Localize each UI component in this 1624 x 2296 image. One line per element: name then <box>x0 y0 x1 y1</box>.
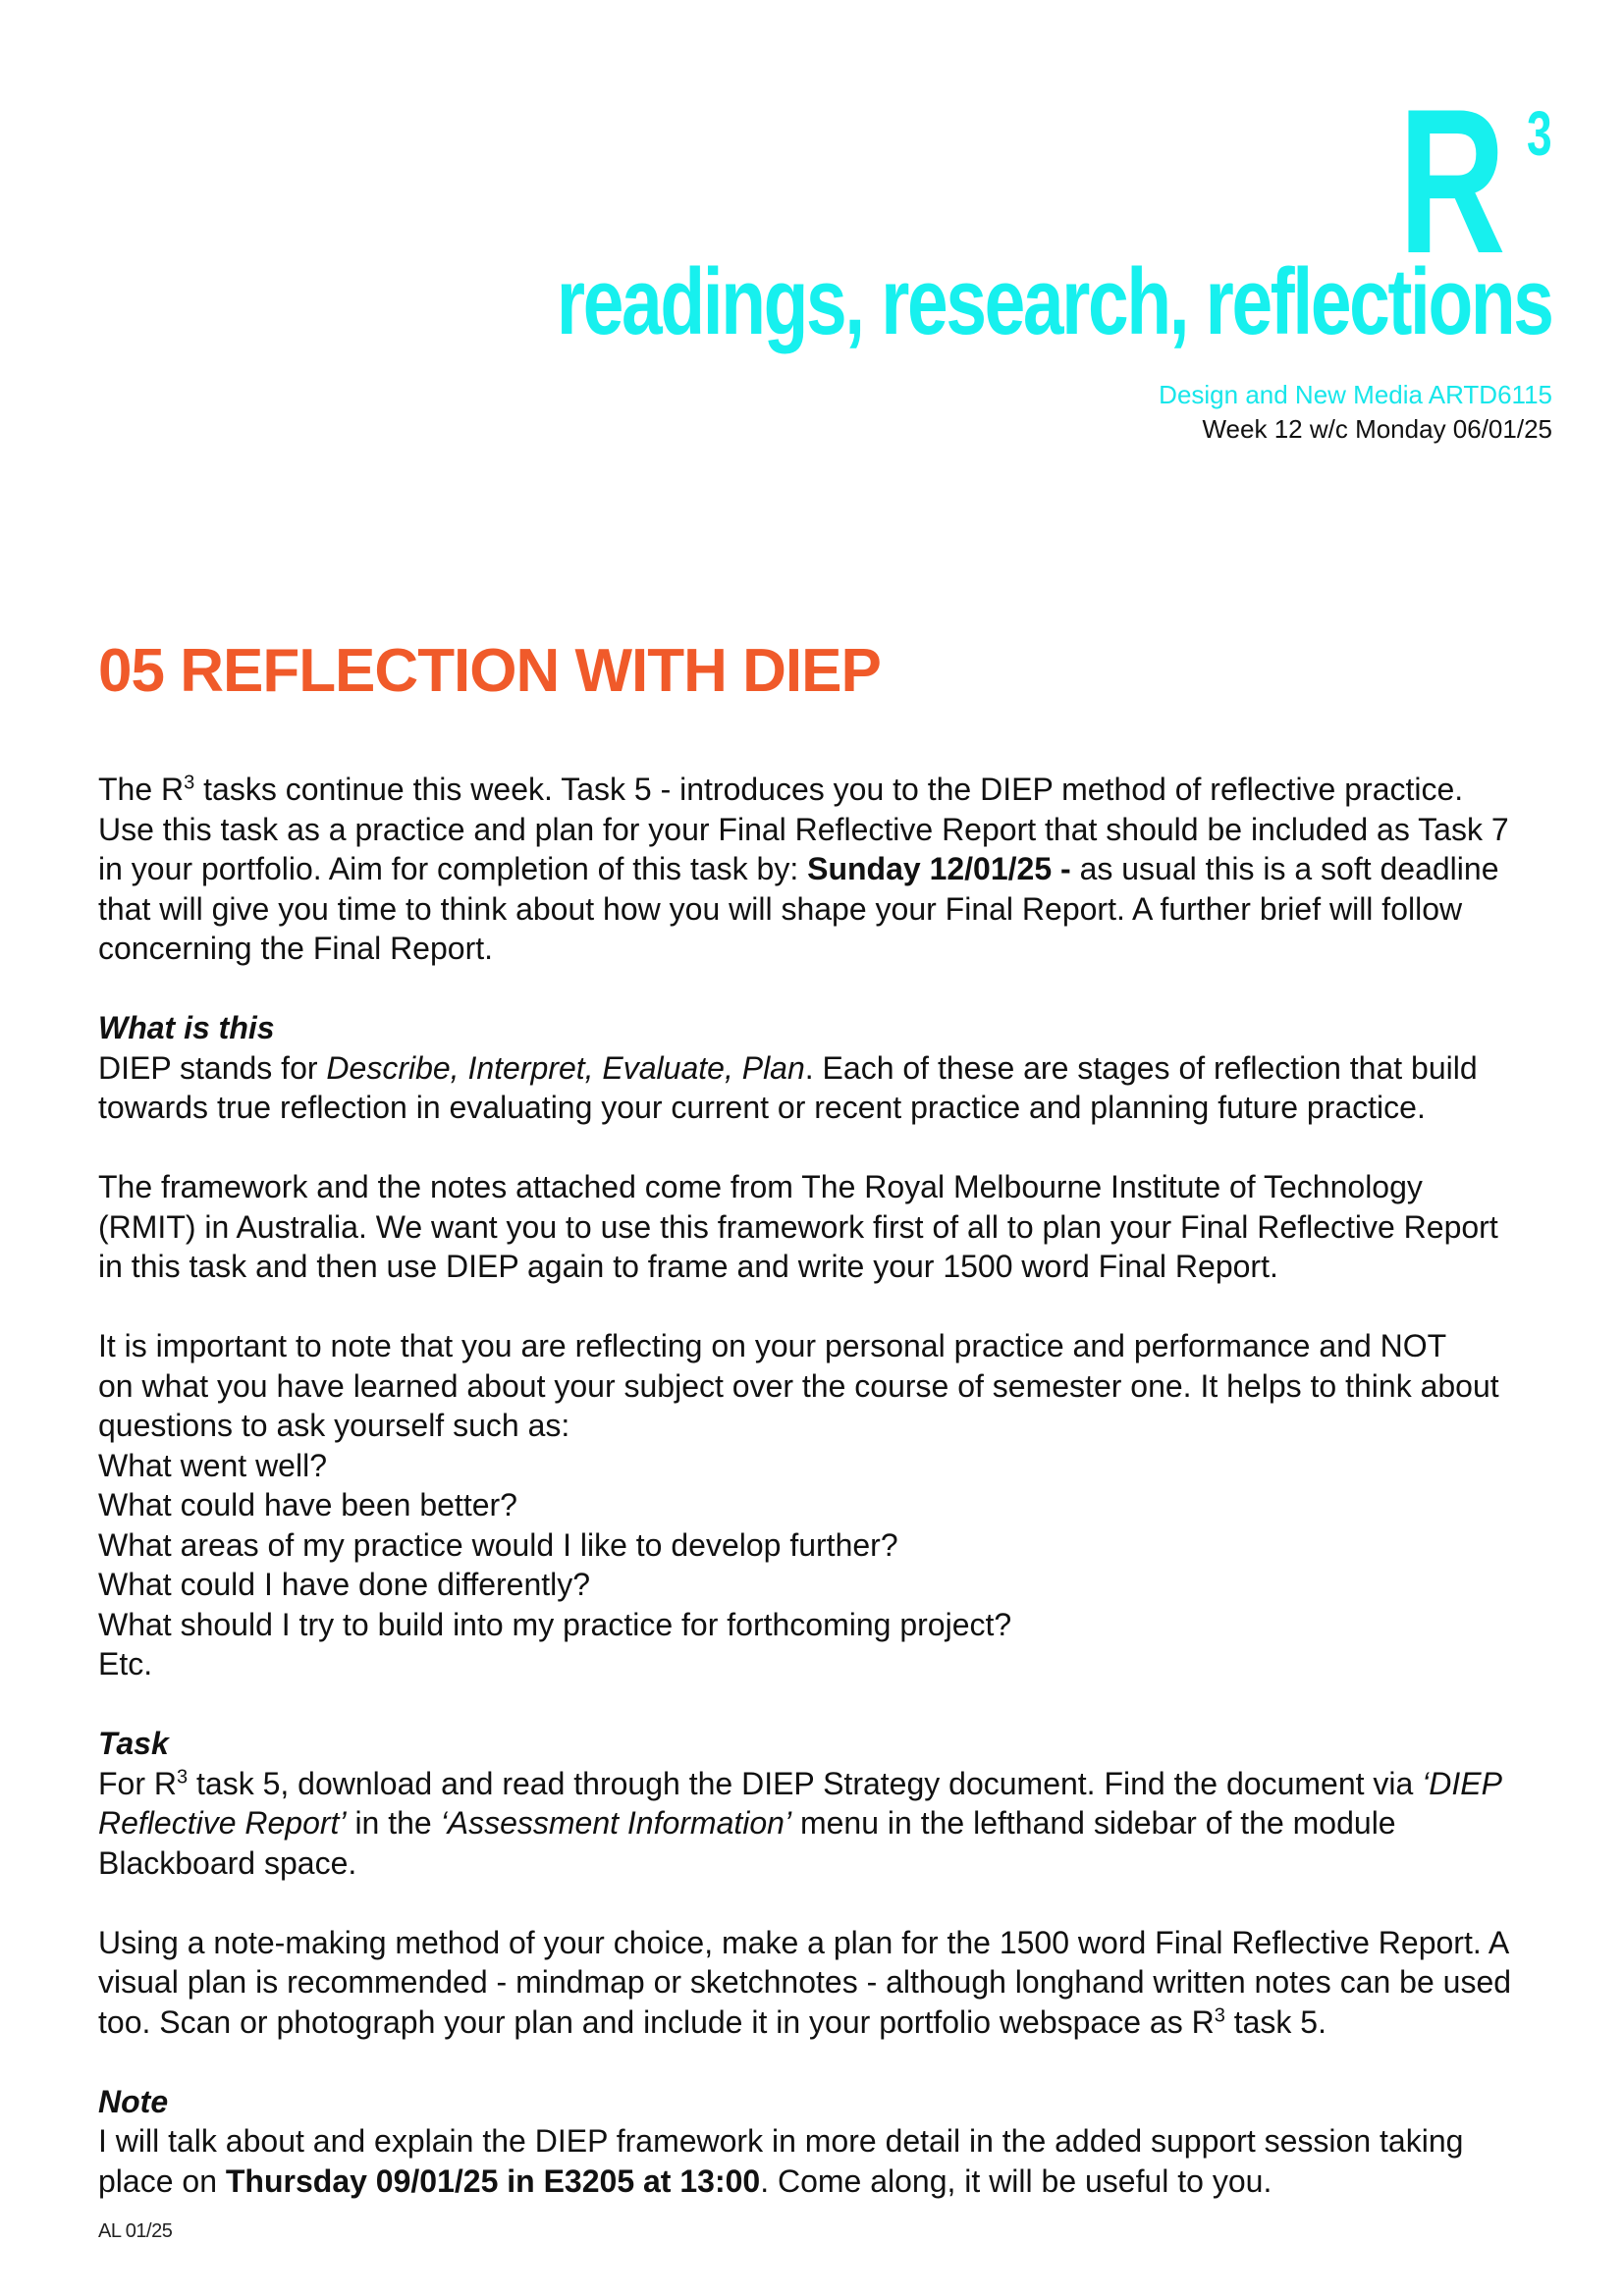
what-line-1: DIEP stands for Describe, Interpret, Evaluate, Plan. Each of these are stages of reflection that build <box>98 1049 1478 1086</box>
intro-line-1: The $R^3$ tasks continue this week. Task 5 - introduces you to the DIEP method of reflective practice. <box>98 772 1464 807</box>
task-line-1: For $R^3$ task 5, download and read through the DIEP Strategy document. Find the document via ‘DIEP <box>98 1765 1502 1801</box>
tagline: readings, research, reflections <box>557 249 1552 354</box>
question-item: Etc. <box>98 1646 153 1682</box>
important-line-3: questions to ask yourself such as: <box>98 1408 570 1443</box>
body-content <box>98 770 1542 2201</box>
important-line-2: on what you have learned about your subject over the course of semester one. It helps to think about <box>98 1367 1499 1404</box>
question-item: What could have been better? <box>98 1487 517 1522</box>
logo-letter: R <box>1398 66 1503 296</box>
week-date: Week 12 w/c Monday 06/01/25 <box>1202 414 1552 444</box>
question-item: What should I try to build into my practice for forthcoming project? <box>98 1606 1012 1642</box>
what-line-2: towards true reflection in evaluating your current or recent practice and planning future practice. <box>98 1090 1426 1125</box>
task-heading: Task <box>98 1726 169 1761</box>
task-line-3: Blackboard space. <box>98 1844 357 1881</box>
task-line-2: Reflective Report’ in the ‘Assessment Information’ menu in the lefthand sidebar of the module <box>98 1805 1396 1841</box>
note-line-2: place on Thursday 09/01/25 in E3205 at 13:00. Come along, it will be useful to you. <box>98 2163 1272 2199</box>
plan-line-1: Using a note-making method of your choice, make a plan for the 1500 word Final Reflective Report. A <box>98 1924 1510 1960</box>
footer-initials: AL 01/25 <box>98 2220 173 2242</box>
note-heading: Note <box>98 2083 169 2119</box>
intro-line-4: that will give you time to think about how you will shape your Final Report. A further brief will follow <box>98 890 1463 927</box>
question-item: What went well? <box>98 1447 327 1483</box>
question-item: What could I have done differently? <box>98 1567 591 1602</box>
what-heading: What is this <box>98 1010 275 1045</box>
intro-line-2: Use this task as a practice and plan for your Final Reflective Report that should be included as Task 7 <box>98 811 1509 847</box>
note-line-1: I will talk about and explain the DIEP framework in more detail in the added support session taking <box>98 2123 1464 2159</box>
intro-line-5: concerning the Final Report. <box>98 931 493 966</box>
important-line-1: It is important to note that you are reflecting on your personal practice and performance and NOT <box>98 1328 1447 1363</box>
question-item: What areas of my practice would I like to develop further? <box>98 1526 898 1563</box>
framework-line-3: in this task and then use DIEP again to frame and write your 1500 word Final Report. <box>98 1249 1278 1284</box>
plan-line-2: visual plan is recommended - mindmap or sketchnotes - although longhand written notes can be used <box>98 1964 1512 2000</box>
page-title: 05 REFLECTION WITH DIEP <box>98 637 881 705</box>
course-name: Design and New Media ARTD6115 <box>1159 380 1552 409</box>
intro-line-3: in your portfolio. Aim for completion of this task by: Sunday 12/01/25 - as usual this is a soft deadline <box>98 851 1499 886</box>
framework-line-2: (RMIT) in Australia. We want you to use this framework first of all to plan your Final Reflective Report <box>98 1208 1498 1245</box>
framework-line-1: The framework and the notes attached come from The Royal Melbourne Institute of Technology <box>98 1169 1423 1204</box>
plan-line-3: too. Scan or photograph your plan and include it in your portfolio webspace as $R^3$ task 5. <box>98 2003 1326 2040</box>
logo-superscript: 3 <box>1527 98 1552 169</box>
